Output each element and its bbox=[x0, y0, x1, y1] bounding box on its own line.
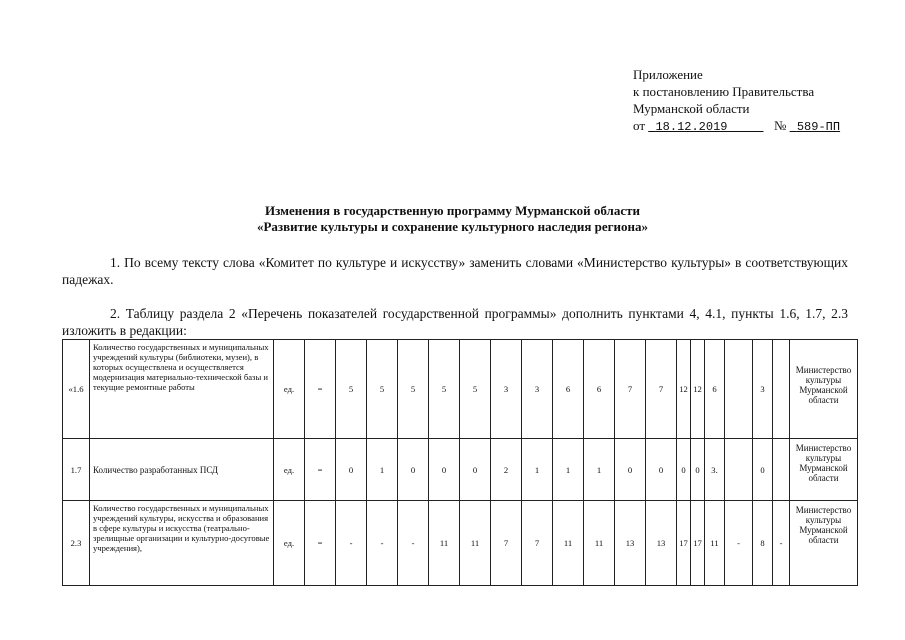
value-cell: 5 bbox=[398, 340, 429, 439]
row-number: «1.6 bbox=[63, 340, 90, 439]
value-cell: 0 bbox=[677, 439, 691, 501]
unit-cell: ед. bbox=[274, 340, 305, 439]
value-cell: 3. bbox=[705, 439, 725, 501]
table-row bbox=[63, 501, 858, 586]
value-cell: 0 bbox=[429, 439, 460, 501]
value-cell: 0 bbox=[753, 439, 773, 501]
value-cell: 5 bbox=[429, 340, 460, 439]
value-cell: 0 bbox=[646, 439, 677, 501]
value-cell: 17 bbox=[691, 501, 705, 586]
unit-cell: ед. bbox=[274, 439, 305, 501]
value-cell: 1 bbox=[522, 439, 553, 501]
value-cell: 12 bbox=[677, 340, 691, 439]
indicator-name: Количество государственных и муниципальных учреждений культуры (библиотеки, музеи), в которых осуществлена и осуществляется модернизация материально-технической базы и текущие ремонтные работы bbox=[90, 340, 274, 439]
decree-number: 589-ПП bbox=[796, 120, 841, 134]
row-number: 2.3 bbox=[63, 501, 90, 586]
value-cell: 2 bbox=[491, 439, 522, 501]
value-cell: 7 bbox=[615, 340, 646, 439]
table-row bbox=[63, 439, 858, 501]
responsible-cell: Министерство культуры Мурманской области bbox=[790, 501, 858, 586]
value-cell: 11 bbox=[705, 501, 725, 586]
value-cell: 5 bbox=[367, 340, 398, 439]
value-cell: 7 bbox=[522, 501, 553, 586]
appendix-line-1: Приложение bbox=[633, 67, 703, 82]
value-cell bbox=[725, 439, 753, 501]
appendix-block bbox=[633, 66, 840, 136]
value-cell: 7 bbox=[491, 501, 522, 586]
appendix-date-line bbox=[633, 117, 840, 136]
value-cell: 12 bbox=[691, 340, 705, 439]
value-cell: 3 bbox=[491, 340, 522, 439]
value-cell: 0 bbox=[336, 439, 367, 501]
document-title bbox=[0, 203, 905, 235]
value-cell: - bbox=[398, 501, 429, 586]
sign-cell: = bbox=[305, 501, 336, 586]
indicator-name: Количество государственных и муниципальных учреждений культуры, искусства и образования в сфере культуры и искусства (театрально-зрелищные организации и культурно-досуговые учреждения), bbox=[90, 501, 274, 586]
unit-cell: ед. bbox=[274, 501, 305, 586]
value-cell: 7 bbox=[646, 340, 677, 439]
row-number: 1.7 bbox=[63, 439, 90, 501]
value-cell: 8 bbox=[753, 501, 773, 586]
value-cell: 0 bbox=[691, 439, 705, 501]
appendix-line-2: к постановлению Правительства bbox=[633, 84, 815, 99]
value-cell: 1 bbox=[553, 439, 584, 501]
value-cell: - bbox=[773, 501, 790, 586]
sign-cell: = bbox=[305, 439, 336, 501]
value-cell: 6 bbox=[584, 340, 615, 439]
decree-date: 18.12.2019 bbox=[655, 120, 728, 134]
value-cell: 3 bbox=[522, 340, 553, 439]
value-cell: 3 bbox=[753, 340, 773, 439]
value-cell: 0 bbox=[460, 439, 491, 501]
value-cell: 17 bbox=[677, 501, 691, 586]
value-cell bbox=[773, 439, 790, 501]
sign-cell: = bbox=[305, 340, 336, 439]
value-cell: 11 bbox=[429, 501, 460, 586]
value-cell: 6 bbox=[553, 340, 584, 439]
value-cell: 1 bbox=[367, 439, 398, 501]
value-cell: 13 bbox=[615, 501, 646, 586]
value-cell: 11 bbox=[553, 501, 584, 586]
responsible-cell: Министерство культуры Мурманской области bbox=[790, 340, 858, 439]
title-line-1: Изменения в государственную программу Мурманской области bbox=[265, 203, 640, 218]
number-prefix: № bbox=[774, 118, 787, 133]
value-cell: 11 bbox=[584, 501, 615, 586]
value-cell: - bbox=[367, 501, 398, 586]
value-cell: 0 bbox=[615, 439, 646, 501]
indicators-table bbox=[62, 339, 858, 586]
title-line-2: «Развитие культуры и сохранение культурного наследия региона» bbox=[256, 219, 649, 234]
paragraph-1: 1. По всему тексту слова «Комитет по культуре и искусству» заменить словами «Министерство культуры» в соответствующих падежах. bbox=[62, 255, 848, 287]
indicator-name: Количество разработанных ПСД bbox=[90, 439, 274, 501]
value-cell bbox=[773, 340, 790, 439]
value-cell: 1 bbox=[584, 439, 615, 501]
date-prefix: от bbox=[633, 118, 646, 133]
value-cell: 5 bbox=[460, 340, 491, 439]
value-cell: 0 bbox=[398, 439, 429, 501]
responsible-cell: Министерство культуры Мурманской области bbox=[790, 439, 858, 501]
paragraph-2: 2. Таблицу раздела 2 «Перечень показателей государственной программы» дополнить пунктами 4, 4.1, пункты 1.6, 1.7, 2.3 изложить в редакции: bbox=[62, 306, 848, 338]
value-cell: - bbox=[725, 501, 753, 586]
value-cell: 6 bbox=[705, 340, 725, 439]
value-cell: 13 bbox=[646, 501, 677, 586]
value-cell: 11 bbox=[460, 501, 491, 586]
value-cell: - bbox=[336, 501, 367, 586]
appendix-line-3: Мурманской области bbox=[633, 101, 750, 116]
table-row bbox=[63, 340, 858, 439]
value-cell: 5 bbox=[336, 340, 367, 439]
value-cell bbox=[725, 340, 753, 439]
